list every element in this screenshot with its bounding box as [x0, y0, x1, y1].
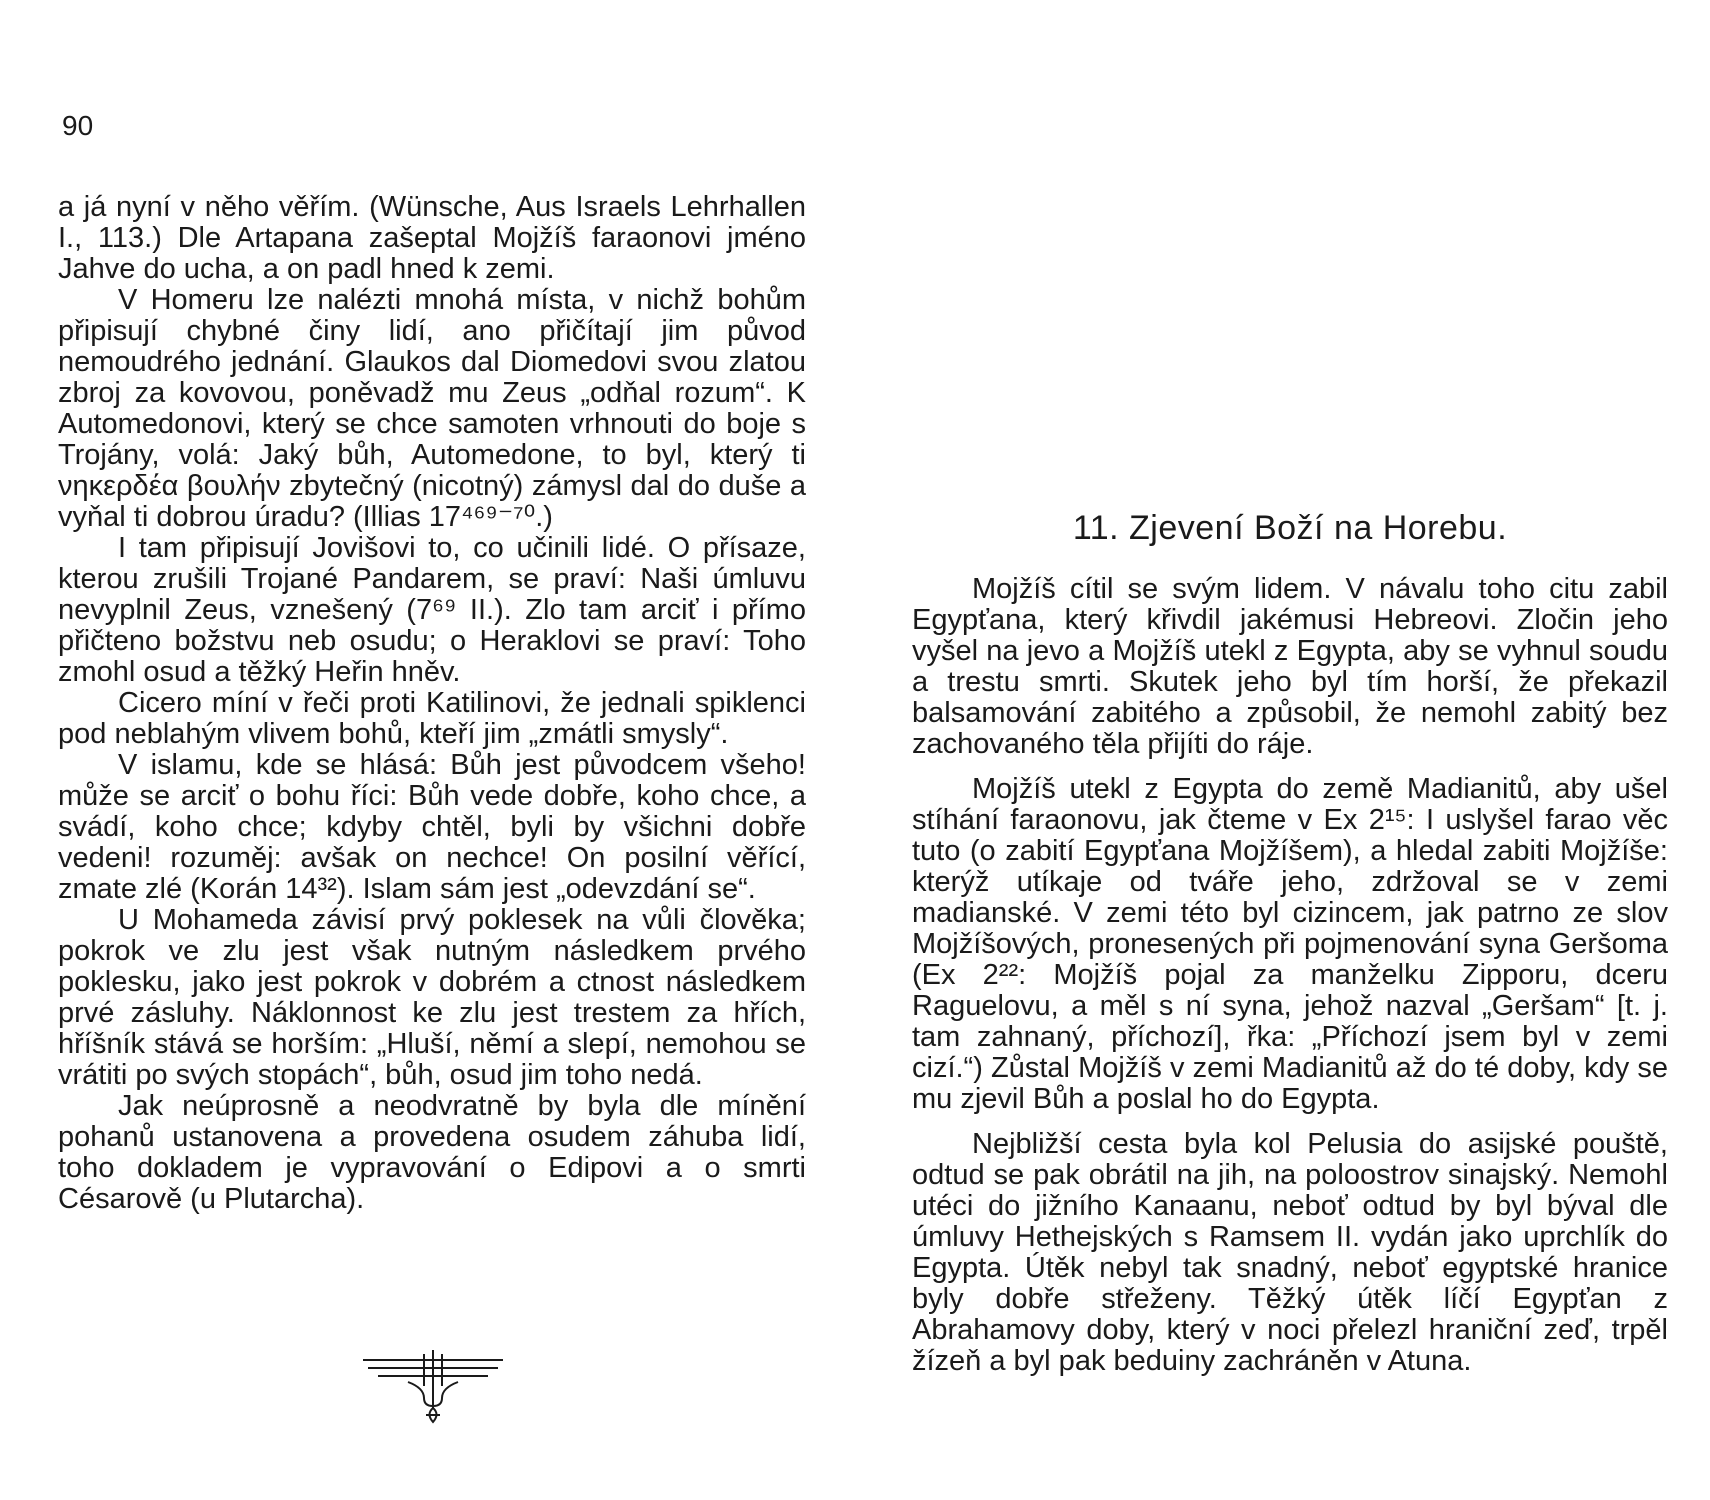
page-number: 90 — [62, 110, 94, 141]
paragraph: V Homeru lze nalézti mnohá místa, v nichž bohům připisují chybné činy lidí, ano přičítají jim původ nemoudrého jednání. Glaukos dal Diomedovi svou zlatou zbroj za kovovou, poněvadž mu Zeus „odňal rozum“. K Automedonovi, který se chce samoten vrhnouti do boje s Trojány, volá: Jaký bůh, Automedone, to byl, který ti νηκερδέα βουλήν zbytečný (nicotný) zámysl dal do duše a vyňal ti dobrou úradu? (Illias 17⁴⁶⁹⁻⁷⁰.) — [58, 284, 806, 533]
paragraph: Cicero míní v řeči proti Katilinovi, že jednali spiklenci pod neblahým vlivem bohů, kteří jim „zmátli smysly“. — [58, 687, 806, 750]
chapter-title: 11. Zjevení Boží na Horebu. — [1072, 509, 1508, 547]
right-column — [912, 508, 1668, 1391]
paragraph: I tam připisují Jovišovi to, co učinili lidé. O přísaze, kterou zrušili Trojané Pandarem, se praví: Naši úmluvu nevyplnil Zeus, vznešený (7⁶⁹ II.). Zlo tam arciť i přímo přičteno božstvu neb osudu; o Heraklovi se praví: Toho zmohl osud a těžký Heřin hněv. — [58, 532, 806, 688]
paragraph: Nejbližší cesta byla kol Pelusia do asijské pouště, odtud se pak obrátil na jih, na poloostrov sinajský. Nemohl utéci do jižního Kanaanu, neboť odtud by byl býval dle úmluvy Hethejských s Ramsem II. vydán jako uprchlík do Egypta. Útěk nebyl tak snadný, neboť egyptské hranice byly dobře střeženy. Těžký útěk líčí Egypťan z Abrahamovy doby, který v noci přelezl hraniční zeď, trpěl žízeň a byl pak beduiny zachráněn v Atuna. — [912, 1128, 1668, 1377]
left-column — [58, 192, 806, 1215]
paragraph: Mojžíš utekl z Egypta do země Madianitů, aby ušel stíhání faraonovu, jak čteme v Ex 2¹⁵: I uslyšel farao věc tuto (o zabití Egypťana Mojžíšem), a hledal zabiti Mojžíše: kterýž utíkaje od tváře jeho, zdržoval se v zemi madianské. V zemi této byl cizincem, jak patrno ze slov Mojžíšových, pronesených při pojmenování syna Geršoma (Ex 2²²: Mojžíš pojal za manželku Zipporu, dceru Raguelovu, a měl s ní syna, jehož nazval „Geršam“ [t. j. tam zahnaný, příchozí], řka: „Příchozí jsem byl v zemi cizí.“) Zůstal Mojžíš v zemi Madianitů až do té doby, kdy se mu zjevil Bůh a poslal ho do Egypta. — [912, 773, 1668, 1115]
paragraph: V islamu, kde se hlásá: Bůh jest původcem všeho! může se arciť o bohu říci: Bůh vede dobře, koho chce, a svádí, koho chce; kdyby chtěl, byli by všichni dobře vedeni! rozuměj: avšak on nechce! On posilní věřící, zmate zlé (Korán 14³²). Islam sám jest „odevzdání se“. — [58, 749, 806, 905]
paragraph: Mojžíš cítil se svým lidem. V návalu toho citu zabil Egypťana, který křivdil jakémusi Hebreovi. Zločin jeho vyšel na jevo a Mojžíš utekl z Egypta, aby se vyhnul soudu a trestu smrti. Skutek jeho byl tím horší, že překazil balsamování zabitého a způsobil, že nemohl zabitý bez zachovaného těla přijíti do ráje. — [912, 573, 1668, 760]
paragraph: Jak neúprosně a neodvratně by byla dle mínění pohanů ustanovena a provedena osudem záhuba lidí, toho dokladem je vypravování o Edipovi a o smrti Césarově (u Plutarcha). — [58, 1090, 806, 1215]
paragraph: a já nyní v něho věřím. (Wünsche, Aus Israels Lehrhallen I., 113.) Dle Artapana zašeptal Mojžíš faraonovi jméno Jahve do ucha, a on padl hned k zemi. — [58, 191, 806, 285]
paragraph: U Mohameda závisí prvý poklesek na vůli člověka; pokrok ve zlu jest však nutným následkem prvého poklesku, jako jest pokrok v dobrém a ctnost následkem prvé zásluhy. Náklonnost ke zlu jest trestem za hřích, hříšník stává se horším: „Hluší, němí a slepí, nemohou se vrátiti po svých stopách“, bůh, osud jim toho nedá. — [58, 904, 806, 1091]
decorative-ornament-icon — [358, 1346, 508, 1426]
